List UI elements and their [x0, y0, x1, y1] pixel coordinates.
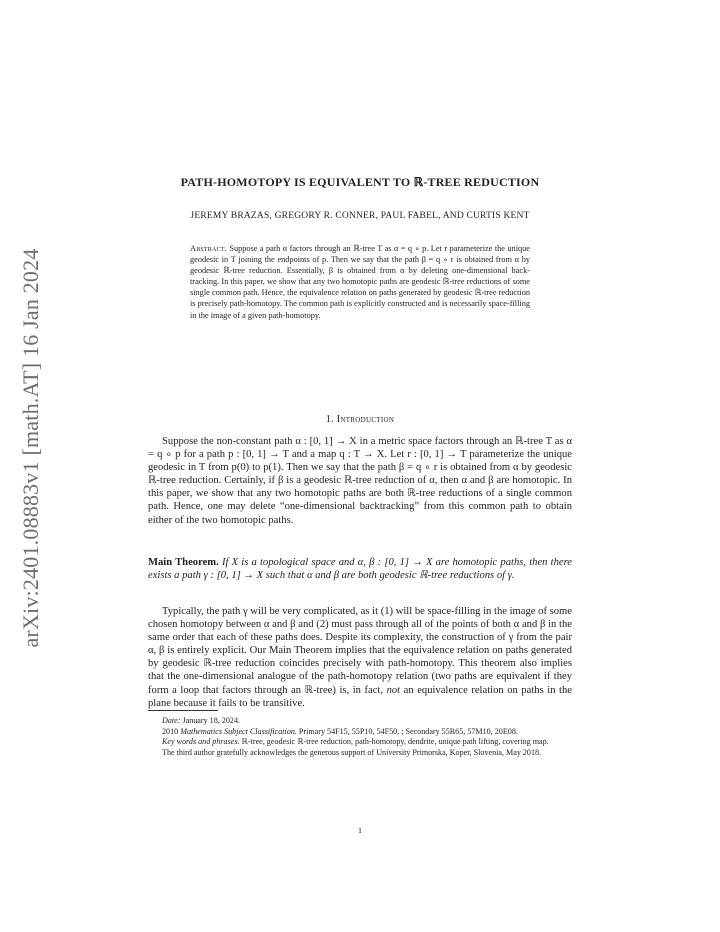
intro-paragraph-2-start: Typically, the path γ will be very complicated, as it (1) will be space-filling in the image of some chosen homotopy between α and β and (2) must pass through all of the points of both α and β in the same order that each of these paths does. Despite its complexity, the construction of γ from the pair α, β is entirely explicit. Our Main Theorem implies that the equivalence relation on paths generated by geodesic ℝ-tree reduction coincides precisely with path-homotopy. This theorem also implies that the one-dimensional analogue of the path-homotopy relation (two paths are equivalent if they form a loop that factors through an ℝ-tree) is, in fact,: [148, 606, 572, 696]
intro-paragraph-2-end: an equivalence relation on paths in the plane because it fails to be transitive.: [148, 684, 572, 709]
main-theorem-label: Main Theorem.: [148, 557, 219, 568]
footnote-msc-year: 2010: [162, 726, 179, 736]
footnote-msc: [148, 727, 572, 738]
intro-paragraph-1: Suppose the non-constant path α : [0, 1] → X in a metric space factors through an ℝ-tree T as α = q ∘ p for a path p : [0, 1] → T and a map q : T → X. Let r : [0, 1] → T parameterize the unique geodesic in T from p(0) to p(1). Then we say that the path β = q ∘ r is obtained from α by geodesic ℝ-tree reduction. Certainly, if β is a geodesic ℝ-tree reduction of α, then α and β are homotopic. In this paper, we show that any two homotopic paths are both ℝ-tree reductions of a single common path. Hence, one may delete “one-dimensional backtracking” from this common path to obtain either of the two homotopic paths.: [148, 436, 572, 526]
arxiv-identifier-text: arXiv:2401.08883v1 [math.AT] 16 Jan 2024: [18, 248, 43, 648]
paper-authors: JEREMY BRAZAS, GREGORY R. CONNER, PAUL FABEL, AND CURTIS KENT: [190, 211, 530, 221]
main-theorem: [148, 556, 572, 582]
intro-paragraph-2-emphasis: not: [386, 684, 401, 696]
footnote-keywords-value: ℝ-tree, geodesic ℝ-tree reduction, path-homotopy, dendrite, unique path lifting, covering map.: [241, 737, 549, 746]
main-theorem-statement: If X is a topological space and α, β : [0, 1] → X are homotopic paths, then there exists a path γ : [0, 1] → X such that α and β are both geodesic ℝ-tree reductions of γ.: [148, 557, 572, 582]
footnote-msc-value: Primary 54F15, 55P10, 54F50, ; Secondary 55R65, 57M10, 20E08.: [298, 726, 518, 736]
footnote-rule: [148, 710, 218, 711]
section-title: Introduction: [336, 414, 395, 425]
abstract-label: Abstract.: [190, 244, 227, 253]
intro-paragraph-2: [148, 605, 572, 710]
section-heading: [148, 414, 572, 425]
abstract: [190, 243, 530, 321]
abstract-text: Suppose a path α factors through an ℝ-tree T as α = q ∘ p. Let r parameterize the unique geodesic in T joining the endpoints of p. Then we say that the path β = q ∘ r is obtained from α by geodesic ℝ-tree reduction. Essentially, β is obtained from α by deleting one-dimensional back-tracking. In this paper, we show that any two homotopic paths are geodesic ℝ-tree reductions of some single common path. Hence, the equivalence relation on paths generated by geodesic ℝ-tree reduction is precisely path-homotopy. The common path is explicitly constructed and is necessarily space-filling in the image of a given path-homotopy.: [190, 244, 530, 320]
footnote-keywords: [148, 737, 572, 748]
paper-title: PATH-HOMOTOPY IS EQUIVALENT TO ℝ-TREE REDUCTION: [180, 175, 540, 189]
footnote-acknowledgement: The third author gratefully acknowledges the generous support of University Primorska, Koper, Slovenia, May 2018.: [162, 747, 542, 757]
section-number: 1.: [325, 414, 334, 425]
footnote-date-value: January 18, 2024.: [182, 716, 241, 725]
arxiv-identifier-stamp: [6, 238, 56, 658]
footnote-date-label: Date:: [162, 716, 181, 725]
footnote-msc-label: Mathematics Subject Classification.: [180, 726, 297, 736]
footnote-date: [148, 716, 572, 727]
footnote-keywords-label: Key words and phrases.: [162, 737, 240, 746]
page-number: 1: [358, 826, 362, 835]
footnotes: [148, 716, 572, 758]
